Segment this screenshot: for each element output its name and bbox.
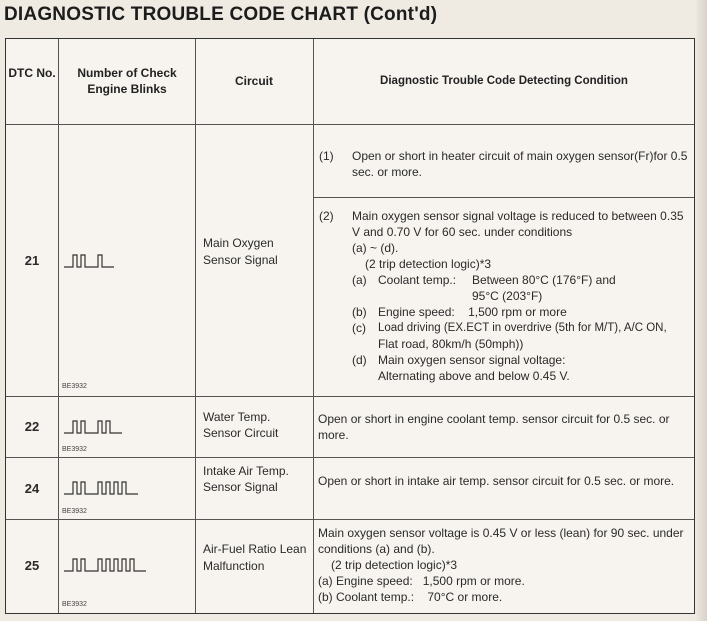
row-21-condition-2-text: Main oxygen sensor signal voltage is reduced to between 0.35 V and 0.70 V for 60 sec. under conditions bbox=[352, 209, 684, 239]
blink-pattern-25 bbox=[62, 555, 197, 575]
dtc-chart-table bbox=[5, 38, 695, 614]
header-dtc-no: DTC No. bbox=[8, 66, 56, 80]
item-c-text: Load driving (EX.ECT in overdrive (5th for M/T), A/C ON, bbox=[378, 322, 667, 334]
header-blinks: Number of Check Engine Blinks bbox=[77, 66, 177, 96]
item-d-text-2: Alternating above and below 0.45 V. bbox=[378, 369, 570, 383]
row-25-item-b: (b) Coolant temp.: 70°C or more. bbox=[318, 590, 503, 604]
row-21-condition-2-trip: (2 trip detection logic)*3 bbox=[365, 257, 492, 271]
item-c-id: (c) bbox=[352, 321, 366, 335]
row-21-figure-code: BE3932 bbox=[62, 383, 87, 390]
row-24-condition: Open or short in intake air temp. sensor circuit for 0.5 sec. or more. bbox=[318, 474, 675, 488]
row-21-condition-2-num: (2) bbox=[319, 209, 334, 223]
blink-pattern-24 bbox=[62, 478, 172, 498]
page-edge-shadow bbox=[695, 0, 707, 621]
row-25-condition bbox=[318, 525, 694, 605]
item-a-id: (a) bbox=[352, 273, 367, 287]
row-24-circuit: Intake Air Temp. Sensor Signal bbox=[203, 464, 289, 494]
row-25-condition-text: Main oxygen sensor voltage is 0.45 V or less (lean) for 90 sec. under conditions (a) and (b). bbox=[318, 526, 684, 556]
row-22-circuit: Water Temp. Sensor Circuit bbox=[203, 410, 279, 440]
row-25-circuit: Air-Fuel Ratio Lean Malfunction bbox=[203, 542, 307, 573]
item-c-text-2: Flat road, 80km/h (50mph)) bbox=[378, 337, 524, 351]
item-d-id: (d) bbox=[352, 353, 367, 367]
item-a-label: Coolant temp.: bbox=[378, 273, 457, 287]
row-21-condition-1-num: (1) bbox=[319, 149, 334, 163]
row-22-dtc: 22 bbox=[24, 419, 40, 434]
row-21-condition-1-text: Open or short in heater circuit of main oxygen sensor(Fr)for 0.5 sec. or more. bbox=[352, 149, 688, 179]
row-22-figure-code: BE3932 bbox=[62, 446, 87, 453]
page-title: DIAGNOSTIC TROUBLE CODE CHART (Cont'd) bbox=[4, 4, 438, 25]
header-condition: Diagnostic Trouble Code Detecting Condition bbox=[380, 75, 628, 87]
blink-pattern-22 bbox=[62, 417, 152, 437]
row-21-dtc: 21 bbox=[24, 253, 40, 268]
blink-pattern-21 bbox=[62, 251, 142, 271]
row-21-circuit: Main Oxygen Sensor Signal bbox=[203, 236, 278, 267]
item-b-id: (b) bbox=[352, 305, 367, 319]
row-24-figure-code: BE3932 bbox=[62, 508, 87, 515]
item-b-text: Engine speed: 1,500 rpm or more bbox=[378, 305, 567, 319]
row-25-figure-code: BE3932 bbox=[62, 601, 87, 608]
row-21-condition-1 bbox=[319, 148, 689, 180]
item-a-value: Between 80°C (176°F) and bbox=[472, 273, 616, 287]
row-25-item-a: (a) Engine speed: 1,500 rpm or more. bbox=[318, 574, 525, 588]
row-21-condition-2 bbox=[319, 208, 691, 384]
row-25-trip: (2 trip detection logic)*3 bbox=[331, 558, 458, 572]
row-25-dtc: 25 bbox=[24, 558, 40, 573]
row-22-condition: Open or short in engine coolant temp. sensor circuit for 0.5 sec. or more. bbox=[318, 412, 670, 442]
row-21-condition-2-range: (a) ~ (d). bbox=[352, 241, 399, 255]
row-24-dtc: 24 bbox=[24, 481, 40, 496]
header-circuit: Circuit bbox=[234, 74, 273, 88]
item-d-text: Main oxygen sensor signal voltage: bbox=[378, 353, 566, 367]
item-a-value-2: 95°C (203°F) bbox=[472, 289, 543, 303]
